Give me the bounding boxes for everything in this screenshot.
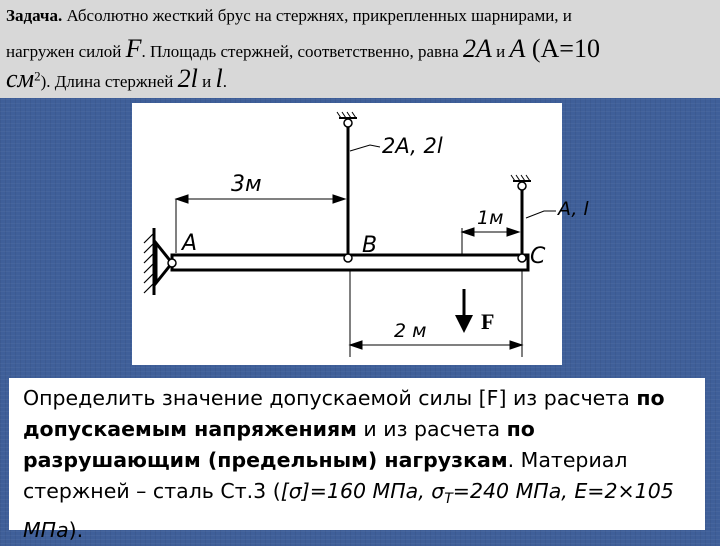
dimension-2m — [350, 271, 522, 357]
rod-b-label: 2A, 2l — [382, 134, 443, 158]
area-value: (A=10 — [525, 34, 600, 63]
unit-cm: см — [6, 64, 35, 93]
force-arrow — [455, 289, 473, 333]
header-text-3c: . — [222, 72, 227, 91]
task-statement — [9, 378, 705, 543]
header-text-3b: и — [197, 72, 216, 91]
header-line-1 — [6, 6, 572, 26]
task-label: Задача. — [6, 6, 63, 25]
header-text-2c: и — [491, 42, 510, 61]
header-line-3 — [6, 64, 227, 94]
task-italic-1: [σ]=160 МПа, σ — [280, 479, 445, 503]
dimension-1m — [462, 228, 519, 255]
task-italic-2: =240 МПа, Е=2×105 МПа — [23, 479, 674, 543]
task-sub: Т — [444, 491, 453, 508]
task-text-4: ). — [68, 518, 84, 543]
header-text-3: ). Длина стержней — [40, 72, 178, 91]
task-text-3: . Материал стержней – сталь Ст.3 ( — [23, 448, 628, 503]
problem-header — [0, 0, 720, 98]
task-text-1: Определить значение допускаемой силы [F] из расчета — [23, 386, 637, 410]
hinge-a — [168, 259, 176, 267]
diagram-svg — [132, 103, 589, 365]
area-2a-symbol: 2A — [462, 34, 492, 63]
rod-c — [511, 175, 531, 262]
rod-c-label: A, l — [558, 198, 589, 220]
header-text-2b: . Площадь стержней, соответственно, равна — [141, 42, 463, 61]
point-b-label: B — [362, 233, 378, 258]
dim-2m-label: 2 м — [394, 320, 427, 342]
rod-b — [337, 112, 357, 262]
task-text-2: и из расчета — [356, 417, 507, 441]
force-symbol: F — [125, 34, 142, 63]
header-text-2a: нагружен силой — [6, 42, 126, 61]
task-bold-2: по разрушающим (предельным) нагрузкам — [23, 417, 535, 472]
dim-1m-label: 1м — [477, 207, 504, 229]
force-f-label: F — [481, 309, 495, 334]
header-line-2 — [6, 34, 600, 64]
beam-diagram — [132, 103, 589, 365]
point-a-label: A — [182, 231, 198, 256]
point-c-label: C — [530, 244, 546, 269]
unit-sup: 2 — [34, 68, 41, 84]
length-2l-symbol: 2l — [177, 64, 198, 93]
task-bold-1: по допускаемым напряжениям — [23, 386, 665, 441]
dimension-3m — [176, 195, 345, 253]
dim-3m-label: 3м — [231, 172, 262, 197]
length-l-symbol: l — [215, 64, 223, 93]
header-text-1: Абсолютно жесткий брус на стержнях, прикрепленных шарнирами, и — [62, 6, 572, 25]
area-a-symbol: A — [509, 34, 526, 63]
